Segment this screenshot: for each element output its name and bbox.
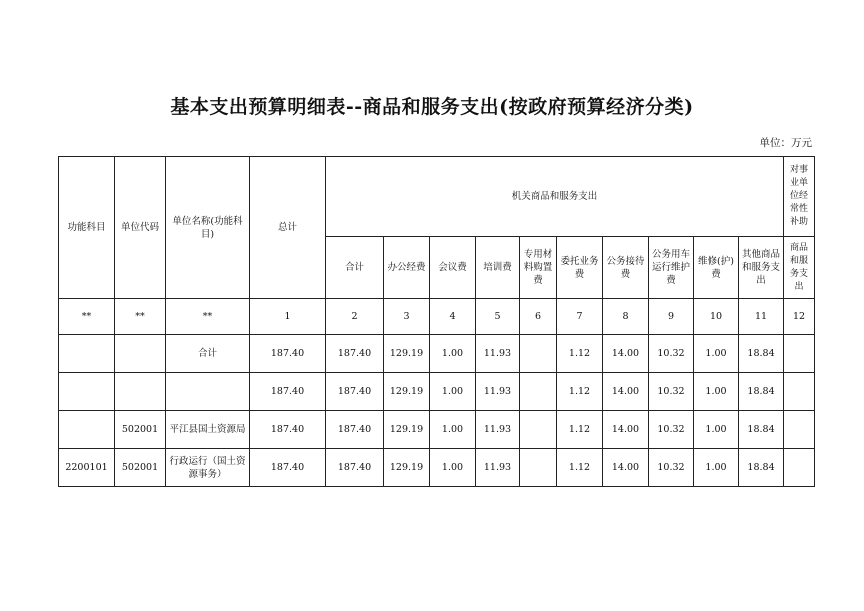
- cell-reception: 14.00: [603, 335, 649, 373]
- header-func-subject: 功能科目: [59, 157, 115, 299]
- index-cell: 3: [384, 299, 430, 335]
- unit-label: 单位：万元: [759, 137, 812, 149]
- cell-name: 平江县国土资源局: [166, 411, 250, 449]
- cell-func: [59, 411, 115, 449]
- cell-reception: 14.00: [603, 449, 649, 487]
- header-sub: 办公经费: [384, 237, 430, 299]
- index-row: [59, 299, 815, 335]
- index-cell: 1: [250, 299, 326, 335]
- cell-entrust: 1.12: [557, 449, 603, 487]
- cell-training: 11.93: [476, 449, 520, 487]
- cell-office: 129.19: [384, 449, 430, 487]
- cell-code: [115, 335, 166, 373]
- header-group-side: 对事业单位经常性补助: [784, 157, 815, 237]
- cell-repair: 1.00: [694, 449, 739, 487]
- cell-material: [520, 335, 557, 373]
- header-sub: 公务用车运行维护费: [649, 237, 694, 299]
- cell-training: 11.93: [476, 335, 520, 373]
- header-total: 总计: [250, 157, 326, 299]
- cell-material: [520, 411, 557, 449]
- cell-repair: 1.00: [694, 411, 739, 449]
- cell-meeting: 1.00: [430, 373, 476, 411]
- cell-repair: 1.00: [694, 335, 739, 373]
- cell-meeting: 1.00: [430, 335, 476, 373]
- index-cell: 8: [603, 299, 649, 335]
- cell-name: [166, 373, 250, 411]
- cell-office: 129.19: [384, 411, 430, 449]
- cell-func: 2200101: [59, 449, 115, 487]
- header-sub: 会议费: [430, 237, 476, 299]
- cell-meeting: 1.00: [430, 411, 476, 449]
- cell-other: 18.84: [739, 449, 784, 487]
- index-cell: **: [166, 299, 250, 335]
- cell-name: 合计: [166, 335, 250, 373]
- header-sub: 维修(护)费: [694, 237, 739, 299]
- cell-reception: 14.00: [603, 411, 649, 449]
- cell-material: [520, 449, 557, 487]
- cell-subsidy: [784, 449, 815, 487]
- header-sub: 专用材料购置费: [520, 237, 557, 299]
- cell-material: [520, 373, 557, 411]
- cell-vehicle: 10.32: [649, 335, 694, 373]
- cell-repair: 1.00: [694, 373, 739, 411]
- index-cell: 5: [476, 299, 520, 335]
- header-sub: 其他商品和服务支出: [739, 237, 784, 299]
- header-group-main: 机关商品和服务支出: [326, 157, 784, 237]
- table-row: [59, 411, 815, 449]
- cell-subsidy: [784, 373, 815, 411]
- cell-func: [59, 335, 115, 373]
- cell-vehicle: 10.32: [649, 449, 694, 487]
- header-row-1: [59, 157, 815, 237]
- cell-sum: 187.40: [326, 335, 384, 373]
- header-unit-name: 单位名称(功能科目): [166, 157, 250, 299]
- cell-sum: 187.40: [326, 373, 384, 411]
- budget-table: [58, 156, 815, 487]
- cell-entrust: 1.12: [557, 335, 603, 373]
- cell-other: 18.84: [739, 335, 784, 373]
- header-sub: 合计: [326, 237, 384, 299]
- cell-code: 502001: [115, 411, 166, 449]
- table-row: [59, 449, 815, 487]
- index-cell: 7: [557, 299, 603, 335]
- cell-vehicle: 10.32: [649, 411, 694, 449]
- cell-sum: 187.40: [326, 449, 384, 487]
- cell-total: 187.40: [250, 411, 326, 449]
- index-cell: 4: [430, 299, 476, 335]
- header-sub: 公务接待费: [603, 237, 649, 299]
- cell-vehicle: 10.32: [649, 373, 694, 411]
- header-sub: 委托业务费: [557, 237, 603, 299]
- index-cell: **: [115, 299, 166, 335]
- cell-total: 187.40: [250, 335, 326, 373]
- cell-entrust: 1.12: [557, 411, 603, 449]
- cell-training: 11.93: [476, 373, 520, 411]
- cell-meeting: 1.00: [430, 449, 476, 487]
- cell-subsidy: [784, 411, 815, 449]
- cell-office: 129.19: [384, 373, 430, 411]
- table-row: [59, 373, 815, 411]
- cell-code: 502001: [115, 449, 166, 487]
- cell-total: 187.40: [250, 449, 326, 487]
- index-cell: 12: [784, 299, 815, 335]
- cell-other: 18.84: [739, 373, 784, 411]
- header-sub: 培训费: [476, 237, 520, 299]
- cell-subsidy: [784, 335, 815, 373]
- cell-sum: 187.40: [326, 411, 384, 449]
- cell-training: 11.93: [476, 411, 520, 449]
- page-title: 基本支出预算明细表--商品和服务支出(按政府预算经济分类): [170, 96, 694, 118]
- cell-func: [59, 373, 115, 411]
- cell-entrust: 1.12: [557, 373, 603, 411]
- cell-total: 187.40: [250, 373, 326, 411]
- index-cell: 10: [694, 299, 739, 335]
- cell-code: [115, 373, 166, 411]
- cell-office: 129.19: [384, 335, 430, 373]
- header-sub: 商品和服务支出: [784, 237, 815, 299]
- cell-other: 18.84: [739, 411, 784, 449]
- index-cell: 9: [649, 299, 694, 335]
- index-cell: 11: [739, 299, 784, 335]
- header-unit-code: 单位代码: [115, 157, 166, 299]
- index-cell: 6: [520, 299, 557, 335]
- cell-reception: 14.00: [603, 373, 649, 411]
- cell-name: 行政运行（国土资源事务）: [166, 449, 250, 487]
- index-cell: **: [59, 299, 115, 335]
- table-row: [59, 335, 815, 373]
- index-cell: 2: [326, 299, 384, 335]
